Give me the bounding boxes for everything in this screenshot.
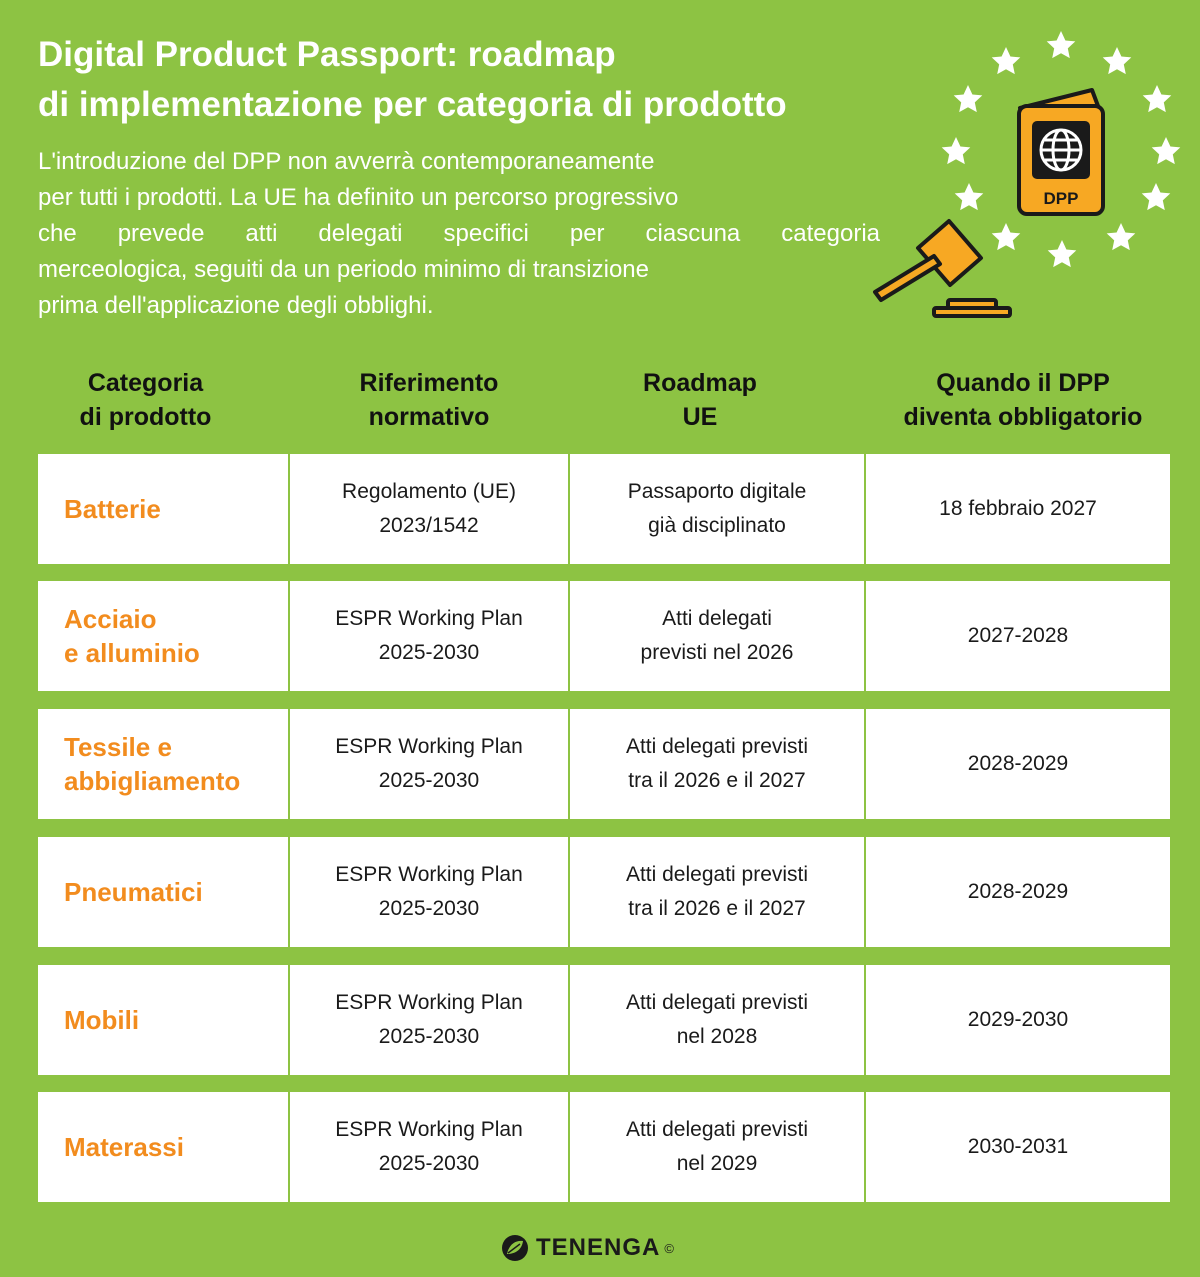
mandatory-date: 2029-2030 xyxy=(967,1008,1069,1031)
title-line-2: di implementazione per categoria di prodotto xyxy=(38,85,787,124)
mandatory-date-cell xyxy=(866,1092,1170,1202)
roadmap-cell xyxy=(570,709,864,819)
reference-line-2: 2025-2030 xyxy=(378,641,480,664)
roadmap-line-2: nel 2029 xyxy=(676,1152,758,1175)
roadmap-line-2: nel 2028 xyxy=(676,1025,758,1048)
passport-icon xyxy=(1019,90,1103,214)
table-row xyxy=(38,837,1170,947)
table-header xyxy=(38,366,1170,442)
category-cell xyxy=(38,454,288,564)
header-roadmap-line-1: Roadmap xyxy=(643,369,757,397)
category-cell xyxy=(38,837,288,947)
mandatory-date: 2030-2031 xyxy=(967,1135,1069,1158)
intro-line-4: merceologica, seguiti da un periodo minimo di transizione xyxy=(38,256,649,283)
table-row xyxy=(38,965,1170,1075)
copyright-symbol: © xyxy=(664,1240,674,1256)
reference-cell xyxy=(290,581,568,691)
intro-line-2: per tutti i prodotti. La UE ha definito un percorso progressivo xyxy=(38,184,679,211)
header-category-line-1: Categoria xyxy=(87,369,204,397)
category-name-line-2: abbigliamento xyxy=(64,766,241,796)
mandatory-date-cell xyxy=(866,709,1170,819)
category-name-line-2: e alluminio xyxy=(64,638,200,668)
passport-badge-text: DPP xyxy=(1043,189,1079,208)
intro-paragraph xyxy=(38,144,880,324)
gavel-icon xyxy=(875,221,1010,316)
title-line-1: Digital Product Passport: roadmap xyxy=(38,35,616,74)
brand-name: TENENGA xyxy=(536,1234,661,1261)
category-cell xyxy=(38,581,288,691)
reference-cell xyxy=(290,837,568,947)
category-name: Acciaio xyxy=(64,604,157,634)
header-roadmap xyxy=(570,366,830,434)
header-category-line-2: di prodotto xyxy=(79,403,212,431)
page-title xyxy=(38,30,918,130)
header-mandatory-date xyxy=(866,366,1180,434)
header-category xyxy=(38,366,253,434)
mandatory-date-cell xyxy=(866,965,1170,1075)
header-reference-line-1: Riferimento xyxy=(359,369,499,397)
header-reference-line-2: normativo xyxy=(368,403,490,431)
roadmap-line-2: previsti nel 2026 xyxy=(640,641,794,664)
mandatory-date: 2027-2028 xyxy=(967,624,1069,647)
intro-line-3: che prevede atti delegati specifici per ciascuna categoria xyxy=(38,220,880,247)
reference-line-1: ESPR Working Plan xyxy=(335,991,523,1014)
category-name: Batterie xyxy=(64,494,161,524)
table-row xyxy=(38,581,1170,691)
category-name: Pneumatici xyxy=(64,877,203,907)
table-row xyxy=(38,1092,1170,1202)
roadmap-cell xyxy=(570,965,864,1075)
reference-line-1: ESPR Working Plan xyxy=(335,735,523,758)
header-mandatory-date-line-2: diventa obbligatorio xyxy=(903,403,1143,431)
category-name: Tessile e xyxy=(64,732,172,762)
reference-line-1: ESPR Working Plan xyxy=(335,863,523,886)
table-row xyxy=(38,709,1170,819)
roadmap-line-1: Atti delegati previsti xyxy=(625,991,809,1014)
reference-line-1: ESPR Working Plan xyxy=(335,607,523,630)
intro-line-1: L'introduzione del DPP non avverrà contemporaneamente xyxy=(38,148,655,175)
reference-cell xyxy=(290,1092,568,1202)
roadmap-cell xyxy=(570,581,864,691)
header-reference xyxy=(290,366,568,434)
mandatory-date: 2028-2029 xyxy=(967,752,1069,775)
reference-line-2: 2025-2030 xyxy=(378,897,480,920)
reference-cell xyxy=(290,965,568,1075)
roadmap-line-1: Atti delegati previsti xyxy=(625,1118,809,1141)
roadmap-line-2: già disciplinato xyxy=(648,514,786,537)
mandatory-date-cell xyxy=(866,454,1170,564)
roadmap-line-1: Atti delegati previsti xyxy=(625,735,809,758)
leaf-logo-icon xyxy=(500,1233,530,1263)
table-row xyxy=(38,454,1170,564)
roadmap-cell xyxy=(570,837,864,947)
roadmap-cell xyxy=(570,1092,864,1202)
footer-brand xyxy=(500,1230,730,1266)
mandatory-date-cell xyxy=(866,837,1170,947)
intro-line-5: prima dell'applicazione degli obblighi. xyxy=(38,292,434,319)
reference-line-1: Regolamento (UE) xyxy=(342,480,516,503)
reference-line-2: 2025-2030 xyxy=(378,1152,480,1175)
reference-line-1: ESPR Working Plan xyxy=(335,1118,523,1141)
category-name: Materassi xyxy=(64,1132,184,1162)
dpp-illustration xyxy=(860,20,1190,330)
reference-cell xyxy=(290,454,568,564)
category-name: Mobili xyxy=(64,1005,140,1035)
roadmap-cell xyxy=(570,454,864,564)
category-cell xyxy=(38,1092,288,1202)
roadmap-line-2: tra il 2026 e il 2027 xyxy=(628,897,806,920)
roadmap-line-1: Atti delegati xyxy=(662,607,772,630)
mandatory-date: 2028-2029 xyxy=(967,880,1069,903)
mandatory-date-cell xyxy=(866,581,1170,691)
reference-line-2: 2023/1542 xyxy=(379,514,479,537)
header-roadmap-line-2: UE xyxy=(682,403,718,431)
header-mandatory-date-line-1: Quando il DPP xyxy=(936,369,1110,397)
roadmap-line-1: Passaporto digitale xyxy=(627,480,807,503)
reference-line-2: 2025-2030 xyxy=(378,769,480,792)
category-cell xyxy=(38,965,288,1075)
roadmap-line-2: tra il 2026 e il 2027 xyxy=(628,769,806,792)
roadmap-line-1: Atti delegati previsti xyxy=(625,863,809,886)
category-cell xyxy=(38,709,288,819)
mandatory-date: 18 febbraio 2027 xyxy=(939,497,1097,520)
reference-cell xyxy=(290,709,568,819)
reference-line-2: 2025-2030 xyxy=(378,1025,480,1048)
